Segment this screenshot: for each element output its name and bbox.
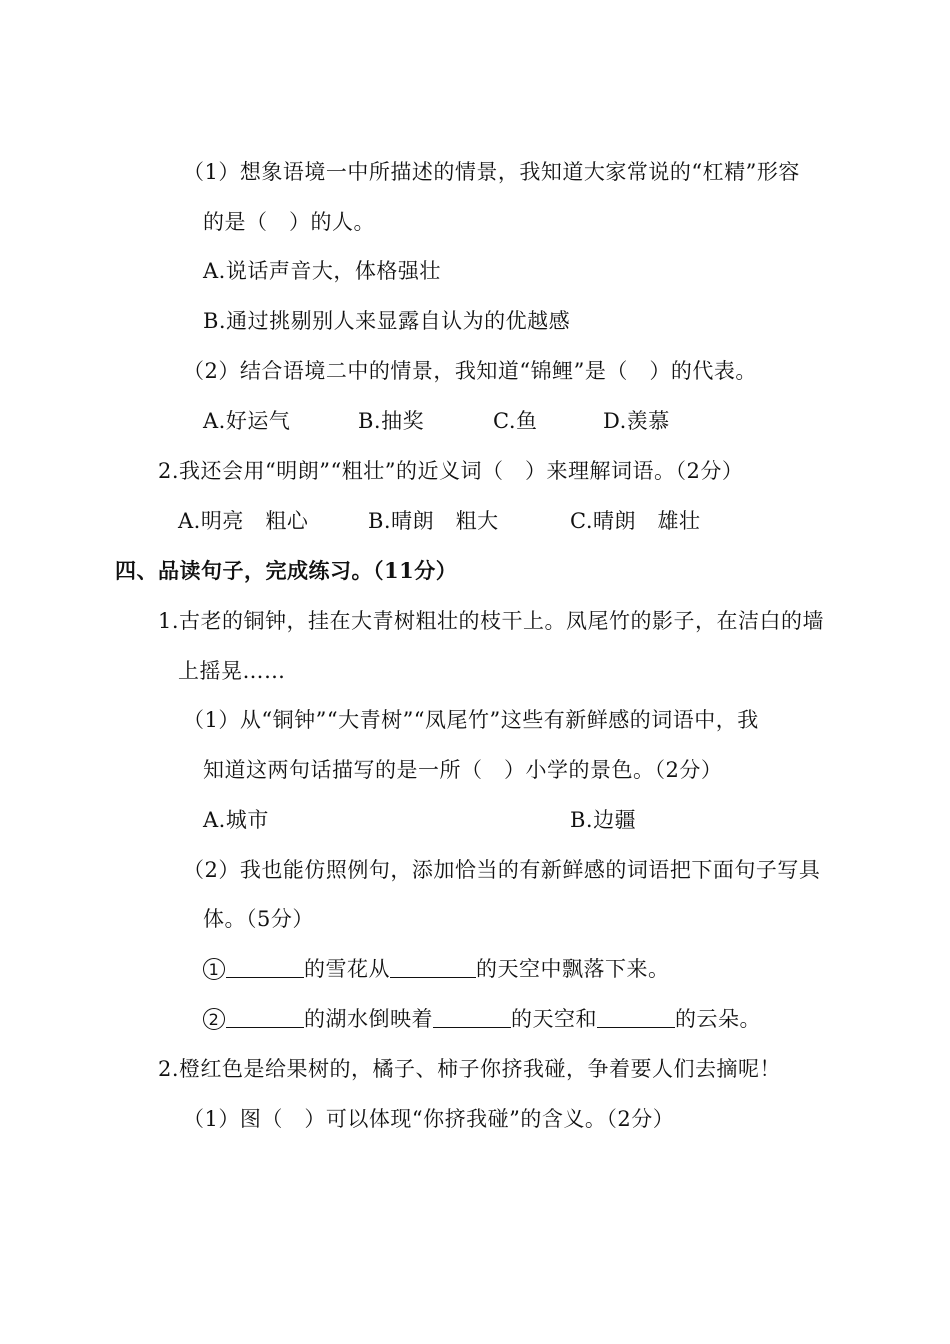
circled-number-2: 2 — [203, 1008, 225, 1030]
circled-number-1: 1 — [203, 958, 225, 980]
fill-in-blank-2c[interactable] — [597, 1005, 675, 1028]
question-1-1-line1: （1）想象语境一中所描述的情景，我知道大家常说的“杠精”形容 — [183, 160, 800, 184]
section-4-q1-sub1-option-a: A.城市 — [203, 808, 269, 832]
section-4-q1-sub1-option-b: B.边疆 — [570, 808, 637, 832]
question-1-2-option-b: B.抽奖 — [358, 409, 425, 433]
fill-in-item-2-text3: 的云朵。 — [675, 1007, 761, 1031]
section-4-heading: 四、品读句子，完成练习。（11分） — [115, 558, 458, 583]
question-1-2-line1: （2）结合语境二中的情景，我知道“锦鲤”是（ ）的代表。 — [183, 359, 757, 383]
section-4-q1-sub1-line2: 知道这两句话描写的是一所（ ）小学的景色。（2分） — [203, 758, 723, 782]
fill-in-item-2-text1: 的湖水倒映着 — [304, 1007, 433, 1031]
fill-in-blank-1b[interactable] — [390, 955, 476, 978]
question-2-option-b: B.晴朗 粗大 — [368, 509, 499, 533]
question-2-option-c: C.晴朗 雄壮 — [570, 509, 701, 533]
section-4-q1-sub2-line2: 体。（5分） — [203, 907, 314, 931]
fill-in-item-1-text1: 的雪花从 — [304, 957, 390, 981]
section-4-q2-line1: 2.橙红色是给果树的，橘子、柿子你挤我碰，争着要人们去摘呢！ — [158, 1057, 782, 1081]
fill-in-item-2-text2: 的天空和 — [511, 1007, 597, 1031]
section-4-q2-sub1-line1: （1）图（ ）可以体现“你挤我碰”的含义。（2分） — [183, 1107, 675, 1131]
section-4-q1-line1: 1.古老的铜钟，挂在大青树粗壮的枝干上。凤尾竹的影子，在洁白的墙 — [158, 609, 825, 633]
section-4-q1-sub2-line1: （2）我也能仿照例句，添加恰当的有新鲜感的词语把下面句子写具 — [183, 858, 821, 882]
question-1-1-line2: 的是（ ）的人。 — [203, 210, 375, 234]
fill-in-blank-1a[interactable] — [226, 955, 304, 978]
fill-in-blank-2b[interactable] — [433, 1005, 511, 1028]
question-2-line1: 2.我还会用“明朗”“粗壮”的近义词（ ）来理解词语。（2分） — [158, 459, 744, 483]
question-1-2-option-c: C.鱼 — [493, 409, 538, 433]
fill-in-blank-2a[interactable] — [226, 1005, 304, 1028]
question-1-1-option-b: B.通过挑剔别人来显露自认为的优越感 — [203, 309, 571, 333]
section-4-q1-line2: 上摇晃…… — [178, 659, 286, 683]
fill-in-item-1-text2: 的天空中飘落下来。 — [476, 957, 670, 981]
question-1-2-option-d: D.羡慕 — [603, 409, 670, 433]
fill-in-item-2 — [203, 1005, 761, 1033]
question-1-1-option-a: A.说话声音大，体格强壮 — [203, 259, 441, 283]
question-1-2-option-a: A.好运气 — [203, 409, 291, 433]
section-4-q1-sub1-line1: （1）从“铜钟”“大青树”“凤尾竹”这些有新鲜感的词语中，我 — [183, 708, 759, 732]
fill-in-item-1 — [203, 955, 670, 983]
question-2-option-a: A.明亮 粗心 — [178, 509, 309, 533]
